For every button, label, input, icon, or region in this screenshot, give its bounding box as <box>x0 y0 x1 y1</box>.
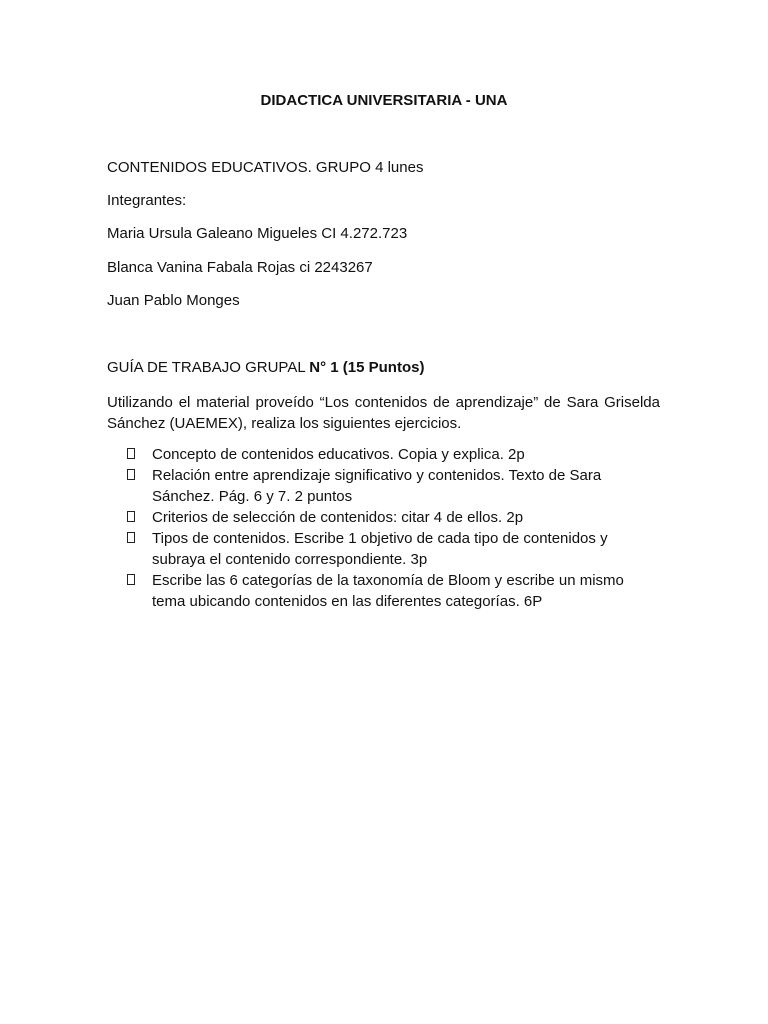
group-line: CONTENIDOS EDUCATIVOS. GRUPO 4 lunes <box>107 159 424 176</box>
instructions-paragraph: Utilizando el material proveído “Los contenidos de aprendizaje” de Sara Griselda Sánchez (UAEMEX), realiza los siguientes ejercicios. <box>107 394 660 432</box>
member-item: Maria Ursula Galeano Migueles CI 4.272.723 <box>107 225 408 242</box>
bullet-icon <box>127 448 135 459</box>
task-item <box>125 507 625 528</box>
bullet-icon <box>127 574 135 585</box>
members-label: Integrantes: <box>107 192 187 209</box>
task-item <box>125 570 625 612</box>
bullet-icon <box>127 532 135 543</box>
task-item <box>125 444 625 465</box>
guide-heading-prefix: GUÍA DE TRABAJO GRUPAL <box>107 359 310 376</box>
task-text: Concepto de contenidos educativos. Copia y explica. 2p <box>152 446 525 463</box>
member-item: Blanca Vanina Fabala Rojas ci 2243267 <box>107 259 373 276</box>
task-item <box>125 465 625 507</box>
member-item: Juan Pablo Monges <box>107 292 240 309</box>
document-title: DIDACTICA UNIVERSITARIA - UNA <box>260 92 508 109</box>
task-item <box>125 528 625 570</box>
bullet-icon <box>127 469 135 480</box>
guide-heading <box>107 358 424 377</box>
task-text: Criterios de selección de contenidos: citar 4 de ellos. 2p <box>152 509 524 526</box>
task-text: Relación entre aprendizaje significativo y contenidos. Texto de Sara Sánchez. Pág. 6 y 7. 2 puntos <box>152 467 602 505</box>
task-list <box>125 444 625 612</box>
bullet-icon <box>127 511 135 522</box>
task-text: Tipos de contenidos. Escribe 1 objetivo de cada tipo de contenidos y subraya el contenido correspondiente. 3p <box>152 530 608 568</box>
guide-heading-number: N° 1 (15 Puntos) <box>309 359 425 376</box>
task-text: Escribe las 6 categorías de la taxonomía de Bloom y escribe un mismo tema ubicando contenidos en las diferentes categorías. 6P <box>152 572 624 610</box>
